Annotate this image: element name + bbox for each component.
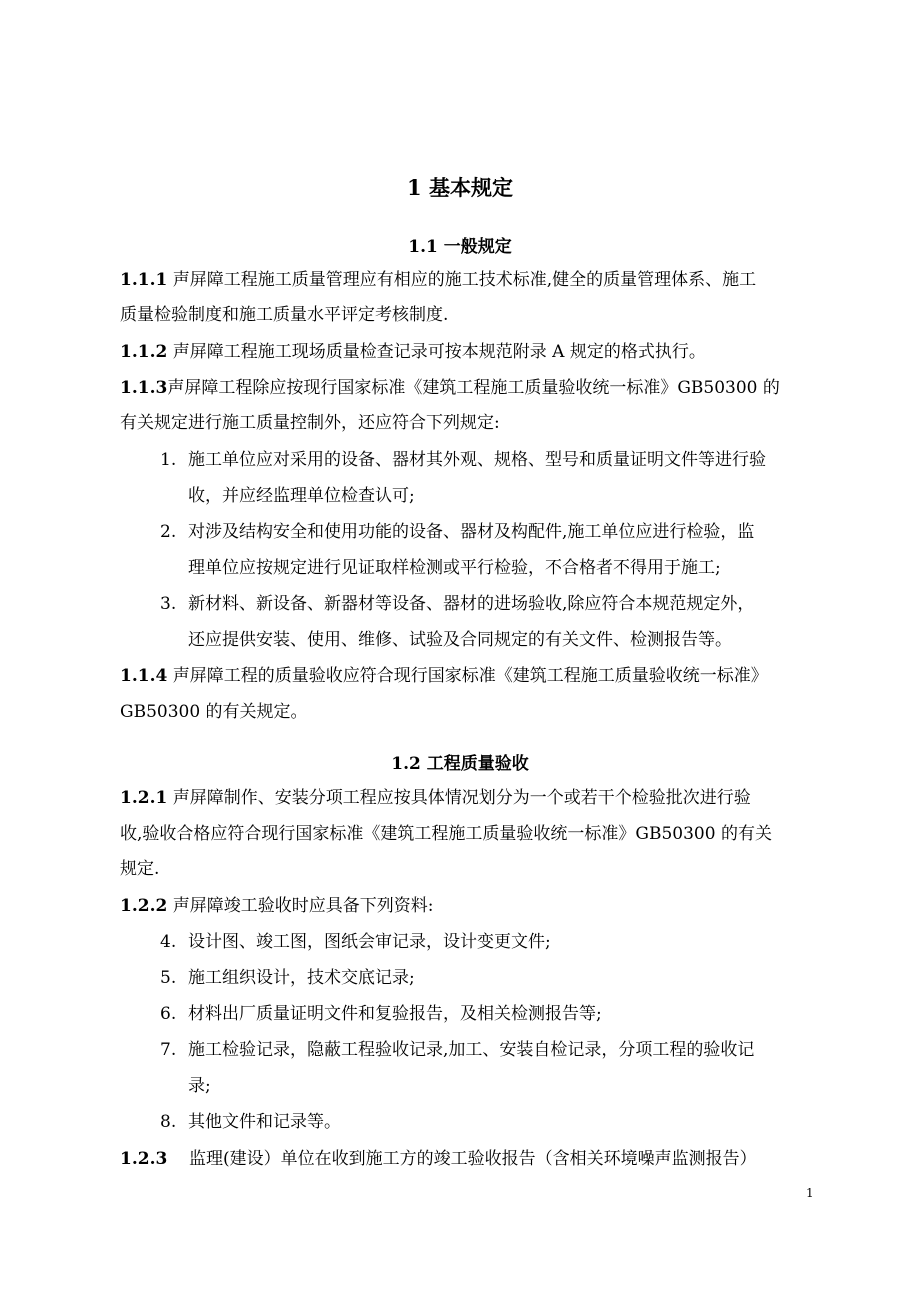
clause-text: 声屏障工程施工现场质量检查记录可按本规范附录 A 规定的格式执行。 [167,342,706,362]
paragraph-1-1-3-line-1 [120,376,820,400]
paragraph-1-1-1-line-2: 质量检验制度和施工质量水平评定考核制度. [120,305,449,325]
paragraph-1-2-1-line-1 [120,786,820,810]
list-item [160,1110,341,1134]
list-number: 3. [160,594,177,614]
list-text: 施工检验记录，隐蔽工程验收记录,加工、安装自检记录，分项工程的验收记 [188,1040,755,1060]
list-text: 设计图、竣工图，图纸会审记录，设计变更文件; [188,932,551,952]
clause-text: 监理(建设）单位在收到施工方的竣工验收报告（含相关环境噪声监测报告） [167,1149,757,1169]
list-number: 6. [160,1004,177,1024]
list-number: 8. [160,1112,177,1132]
list-item-continuation: 录; [188,1076,211,1096]
clause-number: 1.1.4 [120,666,168,686]
paragraph-1-1-2 [120,340,820,364]
list-item [160,520,754,544]
list-item-continuation: 还应提供安装、使用、维修、试验及合同规定的有关文件、检测报告等。 [188,630,732,650]
paragraph-1-1-4-line-1 [120,664,820,688]
list-text: 其他文件和记录等。 [188,1112,341,1132]
chapter-title: 1 基本规定 [407,175,513,200]
list-item-continuation: 理单位应按规定进行见证取样检测或平行检验，不合格者不得用于施工; [188,558,721,578]
list-number: 1. [160,450,177,470]
clause-text: 声屏障制作、安装分项工程应按具体情况划分为一个或若干个检验批次进行验 [167,788,751,808]
paragraph-1-2-2 [120,894,820,918]
list-item-continuation: 收，并应经监理单位检查认可; [188,486,415,506]
paragraph-1-2-1-line-3: 规定. [120,859,160,879]
list-item [160,448,766,472]
clause-number: 1.2.1 [120,788,168,808]
list-item [160,930,551,954]
list-text: 施工组织设计，技术交底记录; [188,968,415,988]
page-number: 1 [806,1186,814,1200]
clause-number: 1.1.1 [120,270,168,290]
clause-number: 1.2.2 [120,896,168,916]
paragraph-1-1-4-line-2: GB50300 的有关规定。 [120,702,308,722]
list-text: 新材料、新设备、新器材等设备、器材的进场验收,除应符合本规范规定外， [188,594,755,614]
list-text: 对涉及结构安全和使用功能的设备、器材及构配件,施工单位应进行检验，监 [188,522,755,542]
clause-text: 声屏障竣工验收时应具备下列资料: [167,896,434,916]
list-text: 材料出厂质量证明文件和复验报告，及相关检测报告等; [188,1004,602,1024]
clause-number: 1.1.3 [120,378,168,398]
list-number: 4. [160,932,177,952]
paragraph-1-2-1-line-2: 收,验收合格应符合现行国家标准《建筑工程施工质量验收统一标准》GB50300 的有关 [120,824,772,844]
clause-text: 声屏障工程的质量验收应符合现行国家标准《建筑工程施工质量验收统一标准》 [167,666,768,686]
list-item [160,592,754,616]
clause-text: 声屏障工程除应按现行国家标准《建筑工程施工质量验收统一标准》GB50300 的 [167,378,780,398]
list-text: 施工单位应对采用的设备、器材其外观、规格、型号和质量证明文件等进行验 [188,450,766,470]
paragraph-1-1-1-line-1 [120,268,820,292]
clause-number: 1.1.2 [120,342,168,362]
section-title-1-1: 1.1 一般规定 [408,237,512,257]
list-number: 5. [160,968,177,988]
list-item [160,1038,754,1062]
clause-text: 声屏障工程施工质量管理应有相应的施工技术标准,健全的质量管理体系、施工 [167,270,757,290]
paragraph-1-1-3-line-2: 有关规定进行施工质量控制外，还应符合下列规定: [120,413,500,433]
paragraph-1-2-3 [120,1147,820,1171]
list-number: 2. [160,522,177,542]
list-item [160,966,415,990]
section-title-1-2: 1.2 工程质量验收 [391,754,529,774]
list-number: 7. [160,1040,177,1060]
clause-number: 1.2.3 [120,1149,168,1169]
list-item [160,1002,602,1026]
